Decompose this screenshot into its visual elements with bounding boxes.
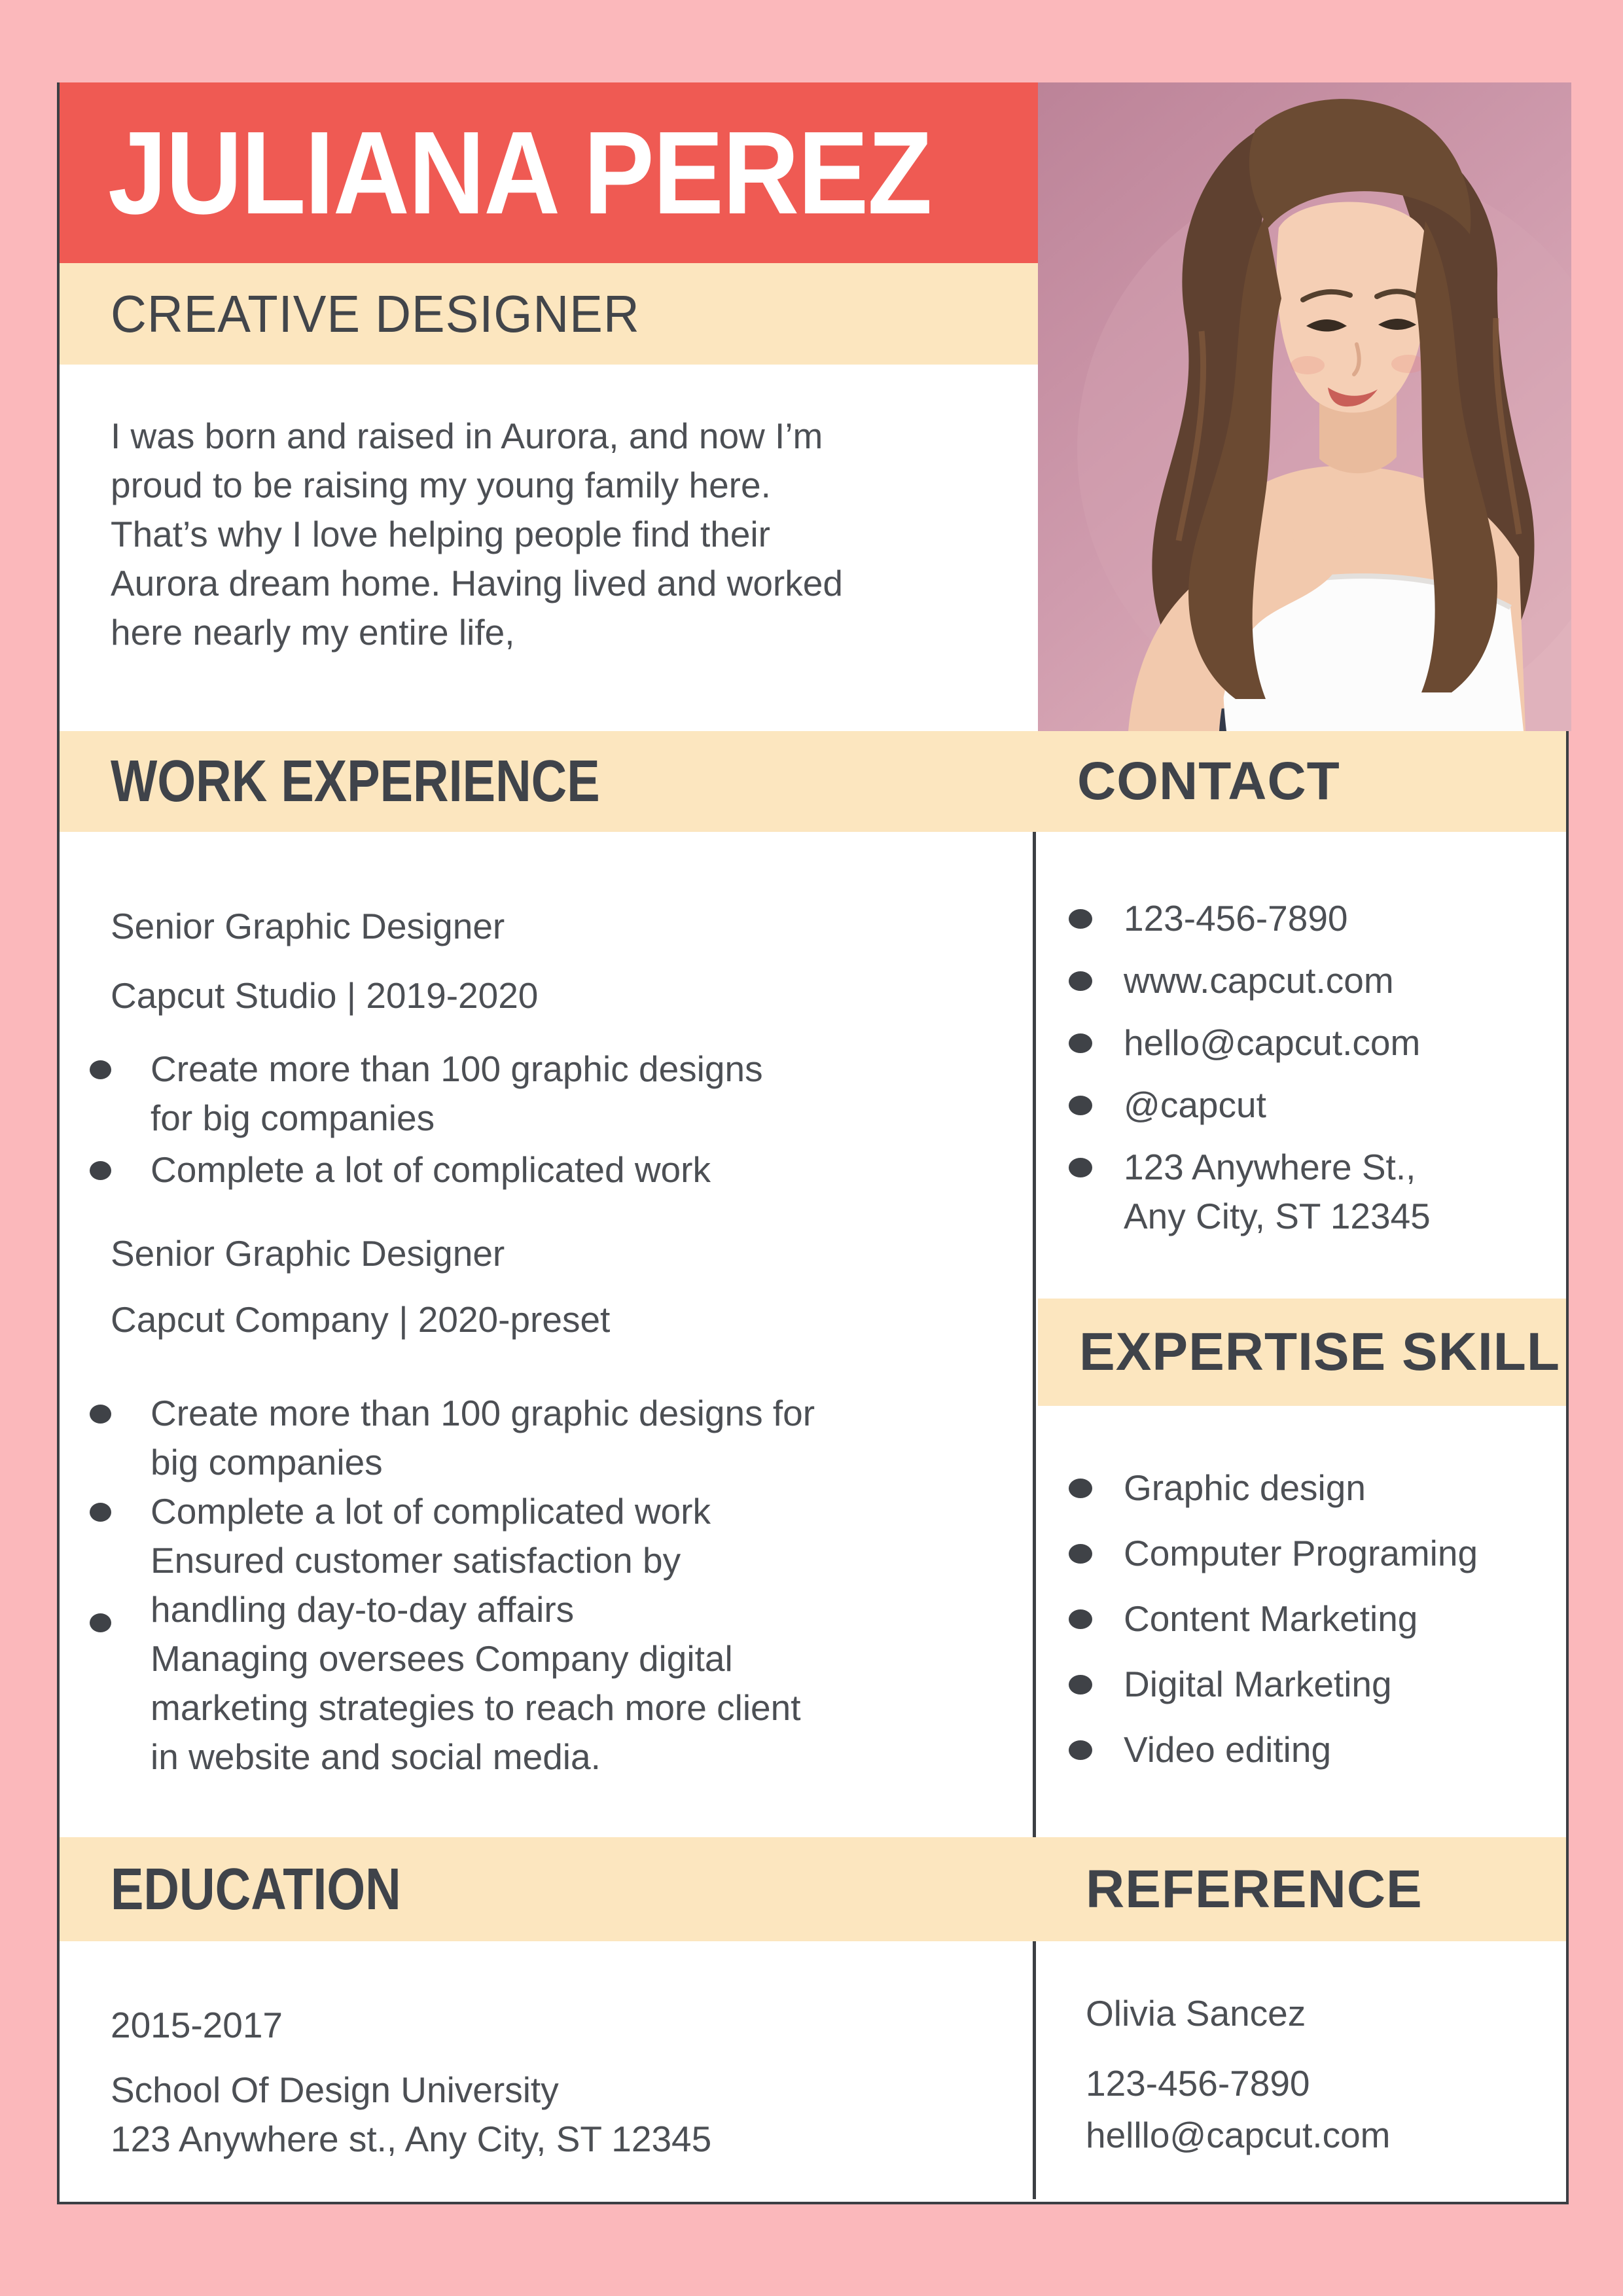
skill-graphic-design: Graphic design <box>1124 1467 1366 1508</box>
job2-bullet-2: Complete a lot of complicated work Ensured customer satisfaction by handling day-to-day affairs <box>151 1491 711 1630</box>
list-item <box>90 1487 1006 1634</box>
reference-contact: 123-456-7890 helllo@capcut.com <box>1086 2063 1391 2155</box>
bullet-dot-icon <box>1069 1609 1092 1629</box>
reference-heading: REFERENCE <box>1086 1859 1423 1919</box>
reference-name: Olivia Sancez <box>1086 1993 1306 2034</box>
list-item <box>1069 1725 1553 1774</box>
list-item <box>1069 894 1553 943</box>
bullet-dot-icon <box>90 1503 111 1522</box>
expertise-skill-heading: EXPERTISE SKILL <box>1079 1322 1560 1382</box>
bullet-dot-icon <box>1069 971 1092 991</box>
section-band-skill <box>1038 1299 1566 1406</box>
skills-list <box>1069 1463 1553 1791</box>
page-title: JULIANA PEREZ <box>108 107 931 239</box>
education-years: 2015-2017 <box>111 2005 283 2045</box>
contact-phone: 123-456-7890 <box>1124 898 1348 939</box>
profile-photo-illustration <box>1038 82 1571 731</box>
bullet-dot-icon <box>1069 1158 1092 1177</box>
list-item <box>1069 1143 1553 1241</box>
resume-card <box>57 82 1569 2204</box>
list-item <box>1069 1529 1553 1578</box>
bullet-dot-icon <box>1069 1479 1092 1498</box>
job1-bullet-2: Complete a lot of complicated work <box>151 1149 711 1190</box>
bullet-dot-icon <box>1069 909 1092 929</box>
bullet-dot-icon <box>90 1405 111 1424</box>
list-item <box>90 1045 1006 1143</box>
work-experience-heading: WORK EXPERIENCE <box>111 749 600 814</box>
list-item <box>90 1389 1006 1487</box>
bio-paragraph: I was born and raised in Aurora, and now I’m proud to be raising my young family here. That’s why I love helping people find their Aurora dream home. Having lived and worked here nearly my entire life, <box>111 416 843 653</box>
list-item <box>1069 1660 1553 1709</box>
list-item <box>1069 1594 1553 1643</box>
bullet-dot-icon <box>1069 1675 1092 1695</box>
job2-bullet-1: Create more than 100 graphic designs for big companies <box>151 1393 815 1482</box>
name-banner <box>60 82 1038 263</box>
contact-website: www.capcut.com <box>1124 960 1394 1001</box>
bullet-dot-icon <box>1069 1740 1092 1760</box>
bullet-dot-icon <box>90 1060 111 1079</box>
bullet-dot-icon <box>1069 1096 1092 1115</box>
list-item <box>1069 1081 1553 1130</box>
job2-bullet-list <box>90 1389 1006 1782</box>
list-item <box>90 1634 1006 1782</box>
bullet-dot-icon <box>90 1613 111 1632</box>
role-banner <box>60 263 1038 365</box>
list-item <box>1069 1463 1553 1513</box>
job1-company: Capcut Studio | 2019-2020 <box>111 975 539 1016</box>
skill-video-editing: Video editing <box>1124 1729 1332 1770</box>
skill-digital-marketing: Digital Marketing <box>1124 1664 1392 1704</box>
skill-content-marketing: Content Marketing <box>1124 1598 1418 1639</box>
list-item <box>1069 956 1553 1005</box>
education-heading: EDUCATION <box>111 1856 401 1922</box>
section-band-bottom <box>60 1837 1566 1941</box>
job2-company: Capcut Company | 2020-preset <box>111 1299 611 1340</box>
contact-social-handle: @capcut <box>1124 1085 1266 1125</box>
section-band-top <box>60 731 1566 832</box>
bullet-dot-icon <box>90 1161 111 1180</box>
role-title: CREATIVE DESIGNER <box>111 284 640 343</box>
job1-title: Senior Graphic Designer <box>111 906 505 946</box>
contact-list <box>1069 894 1553 1254</box>
contact-address: 123 Anywhere St., Any City, ST 12345 <box>1124 1147 1431 1236</box>
job2-bullet-3: Managing oversees Company digital marketing strategies to reach more client in website and social media. <box>151 1638 801 1777</box>
job2-title: Senior Graphic Designer <box>111 1233 505 1274</box>
skill-computer-programing: Computer Programing <box>1124 1533 1478 1573</box>
contact-heading: CONTACT <box>1077 751 1340 811</box>
list-item <box>1069 1018 1553 1067</box>
column-divider <box>1033 832 1036 2199</box>
education-school-address: School Of Design University 123 Anywhere st., Any City, ST 12345 <box>111 2070 712 2159</box>
job1-bullet-list <box>90 1045 1006 1194</box>
job1-bullet-1: Create more than 100 graphic designs for big companies <box>151 1049 763 1138</box>
profile-photo <box>1038 82 1571 731</box>
list-item <box>90 1145 1006 1194</box>
contact-email: hello@capcut.com <box>1124 1022 1421 1063</box>
bullet-dot-icon <box>1069 1033 1092 1053</box>
bullet-dot-icon <box>1069 1544 1092 1564</box>
